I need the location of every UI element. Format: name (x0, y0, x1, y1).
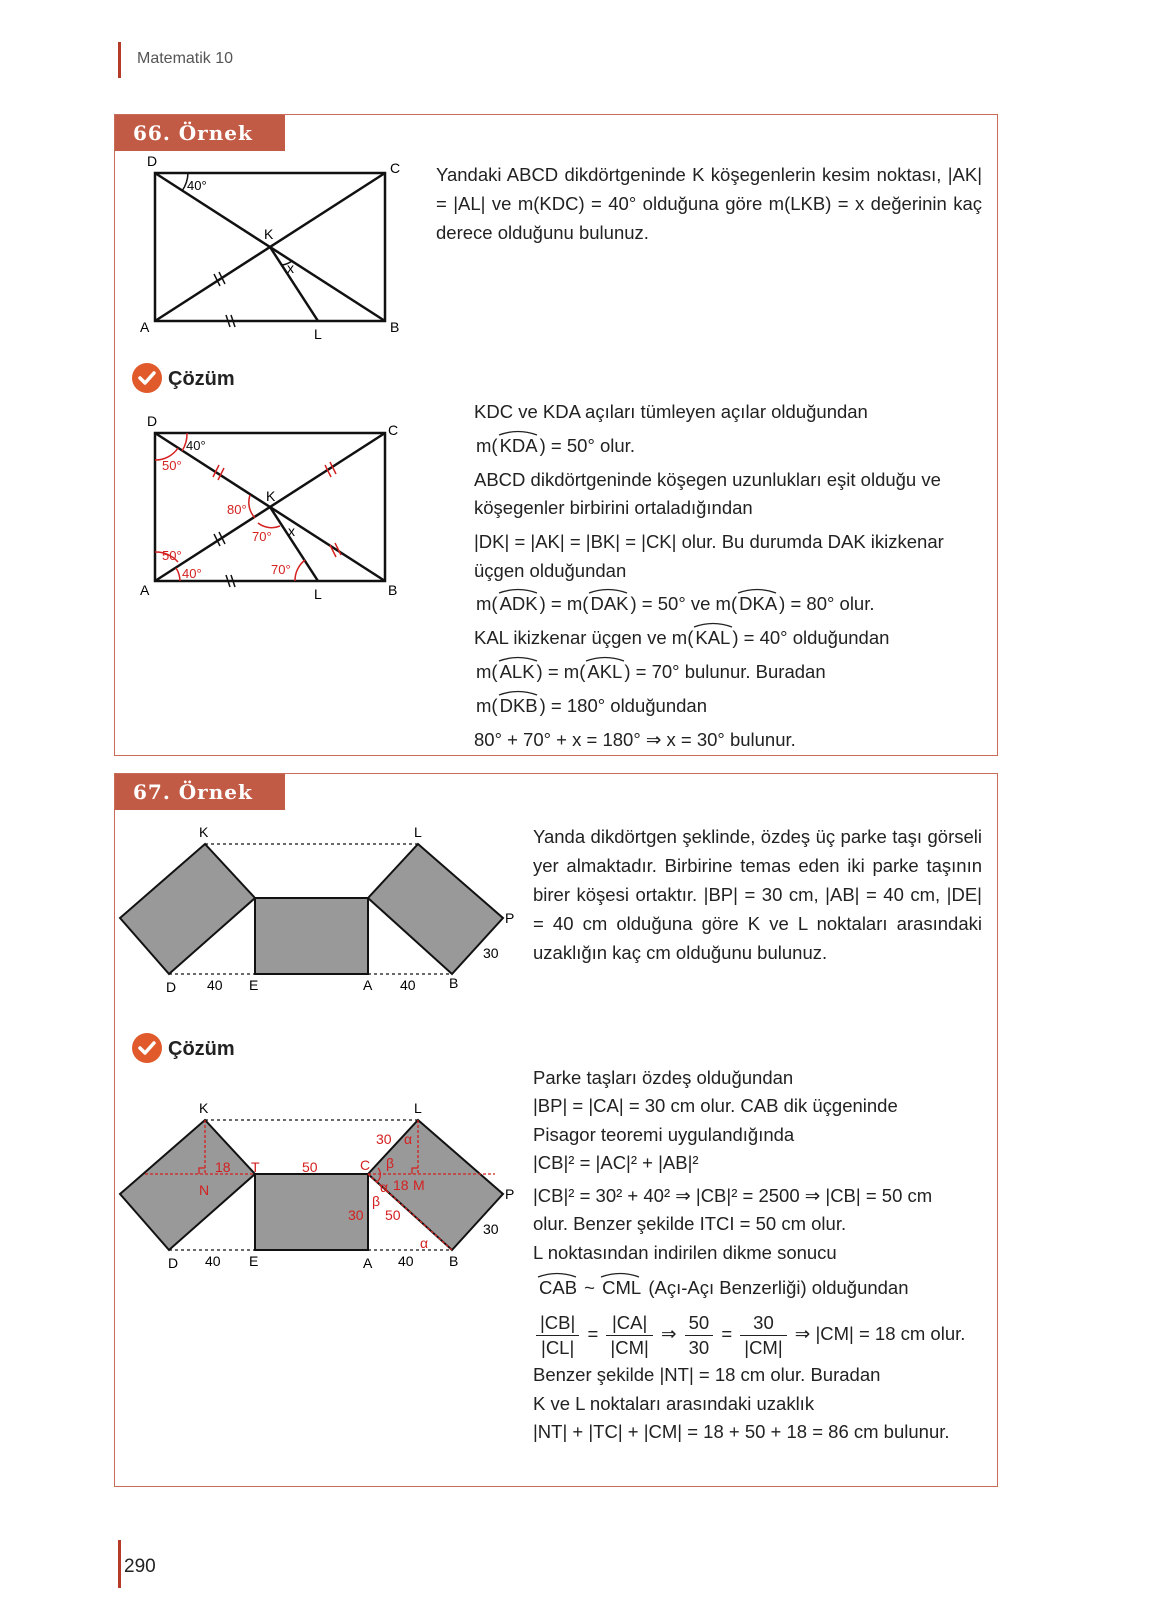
sol66-line2: m( KDA ) = 50° olur. (476, 434, 635, 458)
svg-text:40°: 40° (182, 566, 202, 581)
svg-text:K: K (199, 824, 209, 840)
sol66-line3: ABCD dikdörtgeninde köşegen uzunlukları eşit olduğu ve (474, 469, 941, 490)
svg-text:N: N (199, 1182, 210, 1198)
solution-66-title: Çözüm (168, 368, 235, 390)
label-l: L (314, 326, 322, 342)
svg-text:A: A (363, 977, 373, 993)
sol67-line3: Pisagor teoremi uygulandığında (533, 1124, 795, 1145)
check-icon (132, 363, 162, 393)
sol66-line6: üçgen olduğundan (474, 560, 627, 581)
label-k: K (264, 226, 274, 242)
segment-kl (270, 247, 318, 321)
svg-text:x: x (288, 523, 295, 539)
label-x: x (287, 260, 294, 276)
svg-text:α: α (404, 1131, 413, 1147)
svg-text:L: L (314, 586, 322, 602)
check-icon (132, 1033, 162, 1063)
footer-accent-bar (118, 1540, 121, 1588)
svg-text:50°: 50° (162, 548, 182, 563)
svg-text:L: L (414, 824, 422, 840)
svg-text:30: 30 (376, 1131, 392, 1147)
svg-text:A: A (363, 1255, 373, 1271)
svg-text:P: P (505, 1186, 515, 1202)
sol66-line1: KDC ve KDA açıları tümleyen açılar olduğundan (474, 401, 868, 422)
svg-text:D: D (166, 979, 177, 995)
sol67-line6: olur. Benzer şekilde ITCI = 50 cm olur. (533, 1213, 847, 1234)
svg-text:50°: 50° (162, 458, 182, 473)
svg-text:D: D (168, 1255, 179, 1271)
svg-text:D: D (147, 413, 158, 429)
sol67-line10: Benzer şekilde |NT| = 18 cm olur. Buradan (533, 1364, 881, 1385)
svg-text:30: 30 (483, 1221, 499, 1237)
svg-text:β: β (372, 1193, 381, 1209)
example-67-badge: 67. Örnek (115, 774, 285, 810)
example-67-question: Yanda dikdörtgen şeklinde, özdeş üç parke taşı görseli yer almaktadır. Birbirine temas eden iki parke taşının birer köşesi ortaktır. |BP| = 30 cm, |AB| = 40 cm, |DE| = 40 cm olduğuna göre K ve L noktaları arasındaki uzaklığın kaç cm olduğunu bulunuz. (533, 826, 982, 963)
svg-text:40: 40 (205, 1253, 221, 1269)
svg-text:E: E (249, 977, 259, 993)
sol67-line12: |NT| + |TC| + |CM| = 18 + 50 + 18 = 86 cm bulunur. (533, 1421, 950, 1442)
tile-middle (255, 898, 368, 974)
svg-text:T: T (251, 1159, 260, 1175)
example-66-badge: 66. Örnek (115, 115, 285, 151)
svg-text:40°: 40° (186, 438, 206, 453)
svg-text:C: C (388, 422, 399, 438)
svg-text:B: B (449, 1253, 459, 1269)
svg-text:70°: 70° (252, 529, 272, 544)
tile-left (120, 844, 255, 974)
solution-66-figure (130, 410, 420, 605)
svg-text:18: 18 (393, 1177, 409, 1193)
svg-text:50: 50 (302, 1159, 318, 1175)
svg-text:40: 40 (400, 977, 416, 993)
sol66-line9: m( ALK ) = m( AKL ) = 70° bulunur. Buradan (476, 660, 826, 684)
svg-text:β: β (386, 1155, 395, 1171)
svg-text:α: α (420, 1235, 429, 1251)
svg-text:40: 40 (398, 1253, 414, 1269)
label-c: C (390, 160, 401, 176)
sol66-line7: m( ADK ) = m( DAK ) = 50° ve m( DKA ) = 80° olur. (476, 592, 875, 616)
sol66-line5: |DK| = |AK| = |BK| = |CK| olur. Bu durumda DAK ikizkenar (474, 531, 944, 552)
svg-text:80°: 80° (227, 502, 247, 517)
sol67-fraction-line: $\frac{|CB|}{|CL|}$ = $\frac{|CA|}{|CM|}$ ⇒ $\frac{50}{30}$ = $\frac{30}{|CM|}$ ⇒ |CM| = 18 cm olur. (533, 1310, 965, 1360)
svg-text:M: M (413, 1177, 425, 1193)
svg-text:A: A (140, 582, 150, 598)
svg-text:E: E (249, 1253, 259, 1269)
svg-text:70°: 70° (271, 562, 291, 577)
sol66-line4: köşegenler birbirini ortaladığından (474, 497, 753, 518)
svg-text:30: 30 (348, 1207, 364, 1223)
sol67-line7: L noktasından indirilen dikme sonucu (533, 1242, 837, 1263)
sol67-line1: Parke taşları özdeş olduğundan (533, 1067, 794, 1088)
label-angle-40: 40° (187, 178, 207, 193)
svg-text:K: K (266, 488, 276, 504)
sol66-line11: 80° + 70° + x = 180° ⇒ x = 30° bulunur. (474, 729, 796, 750)
page-number: 290 (124, 1556, 156, 1577)
svg-text:40: 40 (207, 977, 223, 993)
sol67-line4: |CB|² = |AC|² + |AB|² (533, 1152, 699, 1173)
svg-text:P: P (505, 910, 515, 926)
svg-text:B: B (388, 582, 398, 598)
book-title: Matematik 10 (137, 50, 234, 67)
label-b: B (390, 319, 400, 335)
header-accent-bar (118, 42, 121, 78)
label-a: A (140, 319, 150, 335)
svg-text:18: 18 (215, 1159, 231, 1175)
svg-text:C: C (360, 1157, 371, 1173)
svg-text:30: 30 (483, 945, 499, 961)
svg-text:K: K (199, 1100, 209, 1116)
example-67-figure (115, 822, 525, 1002)
sol67-line11: K ve L noktaları arasındaki uzaklık (533, 1393, 815, 1414)
sol67-line5: |CB|² = 30² + 40² ⇒ |CB|² = 2500 ⇒ |CB| = 50 cm (533, 1185, 933, 1206)
svg-text:α: α (380, 1179, 389, 1195)
svg-text:50: 50 (385, 1207, 401, 1223)
sol66-line10: m( DKB ) = 180° olduğundan (476, 694, 707, 718)
sol67-line2: |BP| = |CA| = 30 cm olur. CAB dik üçgeninde (533, 1095, 898, 1116)
label-d: D (147, 153, 158, 169)
example-66-question: Yandaki ABCD dikdörtgeninde K köşegenlerin kesim noktası, |AK| = |AL| ve m(KDC) = 40° olduğuna göre m(LKB) = x değerinin kaç derece olduğunu bulunuz. (436, 164, 982, 243)
svg-text:B: B (449, 975, 459, 991)
solution-67-figure (115, 1098, 525, 1278)
sol67-line8: CAB ~ CML (Açı-Açı Benzerliği) olduğundan (537, 1276, 909, 1300)
svg-text:L: L (414, 1100, 422, 1116)
solution-67-title: Çözüm (168, 1038, 235, 1060)
example-66-figure (130, 150, 420, 345)
sol66-line8: KAL ikizkenar üçgen ve m( KAL ) = 40° olduğundan (474, 626, 889, 650)
